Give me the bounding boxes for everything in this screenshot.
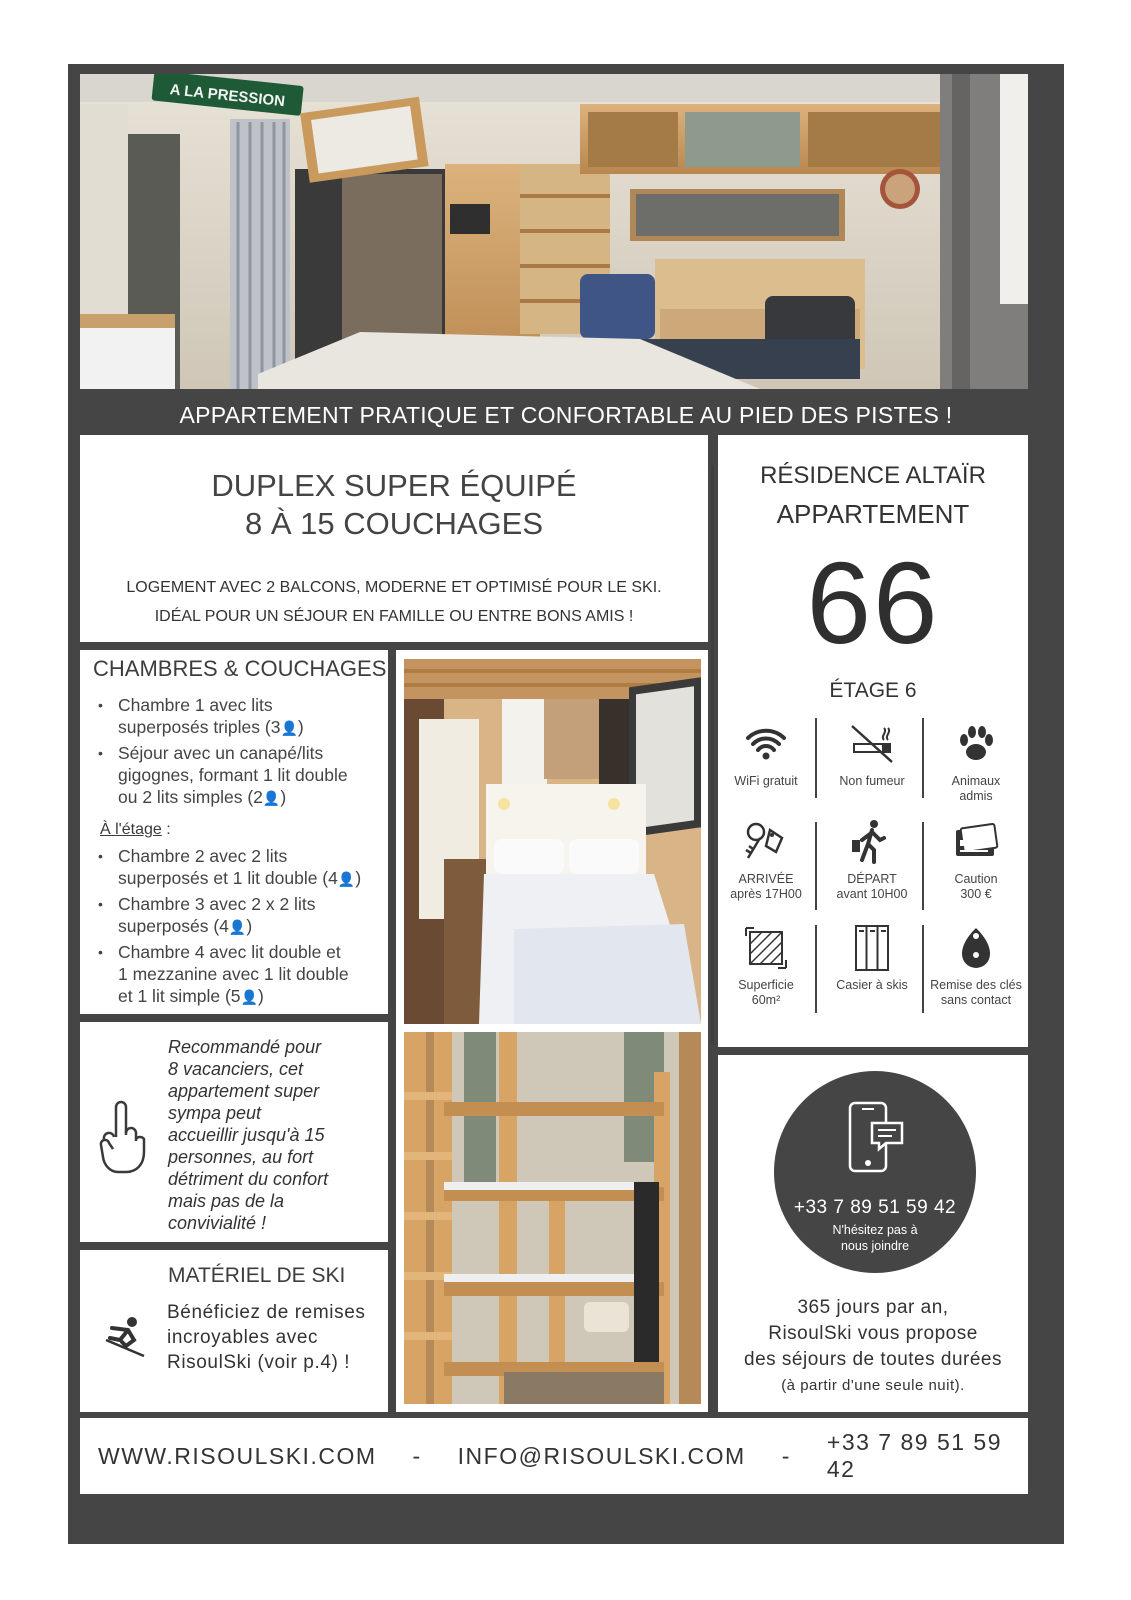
intro-title-line1: DUPLEX SUPER ÉQUIPÉ xyxy=(211,468,577,503)
feature-item xyxy=(820,818,924,902)
recommend-line: mais pas de la xyxy=(168,1191,285,1211)
intro-title xyxy=(80,467,708,543)
bedroom-photo xyxy=(404,659,701,1024)
feature-item xyxy=(924,818,1028,902)
room-4 xyxy=(96,941,388,1008)
footer-website-link[interactable]: WWW.RISOULSKI.COM xyxy=(98,1442,377,1469)
recommend-line: Recommandé pour xyxy=(168,1037,322,1057)
rooms-heading: CHAMBRES & COUCHAGES xyxy=(93,656,387,681)
upstairs-label-text: À l'étage xyxy=(100,821,162,838)
pitch-line4: (à partir d'une seule nuit). xyxy=(781,1377,965,1394)
paren: ) xyxy=(297,717,304,737)
hero-kitchen-photo xyxy=(80,74,1028,389)
smartphone-message-icon xyxy=(846,1099,906,1179)
feature-label-line2: admis xyxy=(959,789,993,803)
credit-card-icon xyxy=(952,818,1000,866)
room-4-line3: et 1 lit simple (5 xyxy=(118,986,241,1006)
person-icon: 👤 xyxy=(228,919,247,935)
footer xyxy=(80,1418,1028,1494)
paren: ) xyxy=(280,787,287,807)
feature-label-line1: Casier à skis xyxy=(836,978,908,992)
feature-label-line1: Superficie xyxy=(738,978,794,992)
upstairs-rooms-list xyxy=(96,845,388,1008)
tagline-banner: APPARTEMENT PRATIQUE ET CONFORTABLE AU PIED DES PISTES ! xyxy=(179,402,953,428)
upstairs-label: À l'étage : xyxy=(100,821,171,838)
room-1 xyxy=(96,694,388,739)
skier-icon xyxy=(102,1314,148,1360)
living-line2: gigognes, formant 1 lit double xyxy=(118,765,348,785)
intro-title-line2: 8 À 15 COUCHAGES xyxy=(244,506,544,541)
paren: ) xyxy=(355,868,362,888)
phone-circle xyxy=(774,1071,976,1273)
ski-text xyxy=(167,1300,365,1375)
intro-desc-line1: LOGEMENT AVEC 2 BALCONS, MODERNE ET OPTIMISÉ POUR LE SKI. xyxy=(126,579,662,596)
pointing-hand-icon xyxy=(98,1097,148,1177)
residence-apartment-label: APPARTEMENT xyxy=(776,499,970,529)
grid-line xyxy=(815,925,817,1013)
walking-person-icon xyxy=(848,818,896,866)
intro-desc-line2: IDÉAL POUR UN SÉJOUR EN FAMILLE OU ENTRE BONS AMIS ! xyxy=(154,608,634,625)
intro-description xyxy=(80,573,708,631)
bunk-beds-photo xyxy=(404,1032,701,1404)
living-line3: ou 2 lits simples (2 xyxy=(118,787,263,807)
contact-panel xyxy=(718,1055,1028,1412)
feature-label-line1: DÉPART xyxy=(847,872,897,886)
room-2-line1: Chambre 2 avec 2 lits xyxy=(118,846,288,866)
apartment-number: 66 xyxy=(806,538,940,668)
key-fob-icon xyxy=(952,924,1000,972)
feature-label-line2: sans contact xyxy=(940,993,1012,1007)
ski-line: RisoulSki (voir p.4) ! xyxy=(167,1352,351,1373)
person-icon: 👤 xyxy=(280,720,298,736)
feature-label-line1: ARRIVÉE xyxy=(738,872,794,886)
recommend-line: convivialité ! xyxy=(168,1213,267,1233)
feature-item xyxy=(714,818,818,902)
recommend-line: sympa peut xyxy=(168,1103,262,1123)
feature-item xyxy=(714,924,818,1008)
feature-label-line1: Caution xyxy=(954,872,998,886)
no-smoking-icon xyxy=(848,720,896,768)
footer-email-link[interactable]: INFO@RISOULSKI.COM xyxy=(457,1442,746,1469)
grid-line xyxy=(922,925,924,1013)
room-1-line2: superposés triples (3 xyxy=(118,717,281,737)
person-icon: 👤 xyxy=(337,871,356,887)
ski-heading: MATÉRIEL DE SKI xyxy=(168,1264,346,1287)
room-1-line1: Chambre 1 avec lits xyxy=(118,695,273,715)
room-4-line2: 1 mezzanine avec 1 lit double xyxy=(118,964,349,984)
feature-label-line1: Animaux xyxy=(951,774,1001,788)
contact-note-line2: nous joindre xyxy=(840,1239,910,1253)
contact-phone[interactable]: +33 7 89 51 59 42 xyxy=(793,1197,957,1218)
feature-label-line2: 300 € xyxy=(960,887,992,901)
grid-line xyxy=(922,718,924,798)
recommend-line: personnes, au fort xyxy=(168,1147,314,1167)
wifi-icon xyxy=(742,720,790,768)
paren: ) xyxy=(246,916,253,936)
contact-note-line1: N'hésitez pas à xyxy=(832,1223,918,1237)
feature-label-line2: après 17H00 xyxy=(730,887,802,901)
contact-pitch xyxy=(718,1295,1028,1399)
area-icon xyxy=(742,924,790,972)
pitch-line3: des séjours de toutes durées xyxy=(744,1349,1002,1370)
recommend-text xyxy=(168,1036,328,1234)
ski-locker-icon xyxy=(848,924,896,972)
recommend-line: détriment du confort xyxy=(168,1169,329,1189)
living-line1: Séjour avec un canapé/lits xyxy=(118,743,324,763)
ski-line: incroyables avec xyxy=(167,1327,319,1348)
pitch-line1: 365 jours par an, xyxy=(797,1297,949,1318)
person-icon: 👤 xyxy=(262,790,281,806)
paw-icon xyxy=(952,720,1000,768)
floor-label: ÉTAGE 6 xyxy=(829,679,917,702)
pitch-line2: RisoulSki vous propose xyxy=(768,1323,978,1344)
room-2 xyxy=(96,845,388,890)
person-icon: 👤 xyxy=(240,989,258,1005)
ground-rooms-list xyxy=(96,694,388,809)
paren: ) xyxy=(257,986,264,1006)
feature-label-line1: Non fumeur xyxy=(839,774,905,788)
grid-line xyxy=(815,822,817,910)
grid-line xyxy=(815,718,817,798)
footer-phone-link[interactable]: +33 7 89 51 59 42 xyxy=(826,1429,1003,1482)
rooms-panel xyxy=(80,650,388,1014)
living-room xyxy=(96,742,388,809)
footer-separator: - xyxy=(412,1442,422,1469)
room-3-line2: superposés (4 xyxy=(118,916,229,936)
grid-line xyxy=(922,822,924,910)
hero-sign-text: A LA PRESSION xyxy=(168,81,286,111)
recommend-line: 8 vacanciers, cet xyxy=(168,1059,304,1079)
recommend-line: appartement super xyxy=(168,1081,320,1101)
feature-item xyxy=(924,924,1028,1008)
room-4-line1: Chambre 4 avec lit double et xyxy=(118,942,341,962)
room-3 xyxy=(96,893,388,938)
keys-icon xyxy=(742,818,790,866)
feature-label-line1: Remise des clés xyxy=(930,978,1022,992)
ski-panel xyxy=(80,1250,388,1412)
feature-label-line2: 60m² xyxy=(751,993,781,1007)
feature-item xyxy=(924,720,1028,804)
footer-separator: - xyxy=(781,1442,791,1469)
recommend-panel xyxy=(80,1022,388,1242)
feature-item xyxy=(820,720,924,789)
recommend-line: accueillir jusqu'à 15 xyxy=(168,1125,325,1145)
room-3-line1: Chambre 3 avec 2 x 2 lits xyxy=(118,894,316,914)
feature-label-line1: WiFi gratuit xyxy=(734,774,798,788)
feature-item xyxy=(714,720,818,789)
feature-item xyxy=(820,924,924,993)
intro-panel xyxy=(80,435,708,642)
feature-label-line2: avant 10H00 xyxy=(836,887,908,901)
room-2-line2: superposés et 1 lit double (4 xyxy=(118,868,338,888)
residence-name: RÉSIDENCE ALTAÏR xyxy=(760,462,986,489)
ski-line: Bénéficiez de remises xyxy=(167,1302,366,1323)
